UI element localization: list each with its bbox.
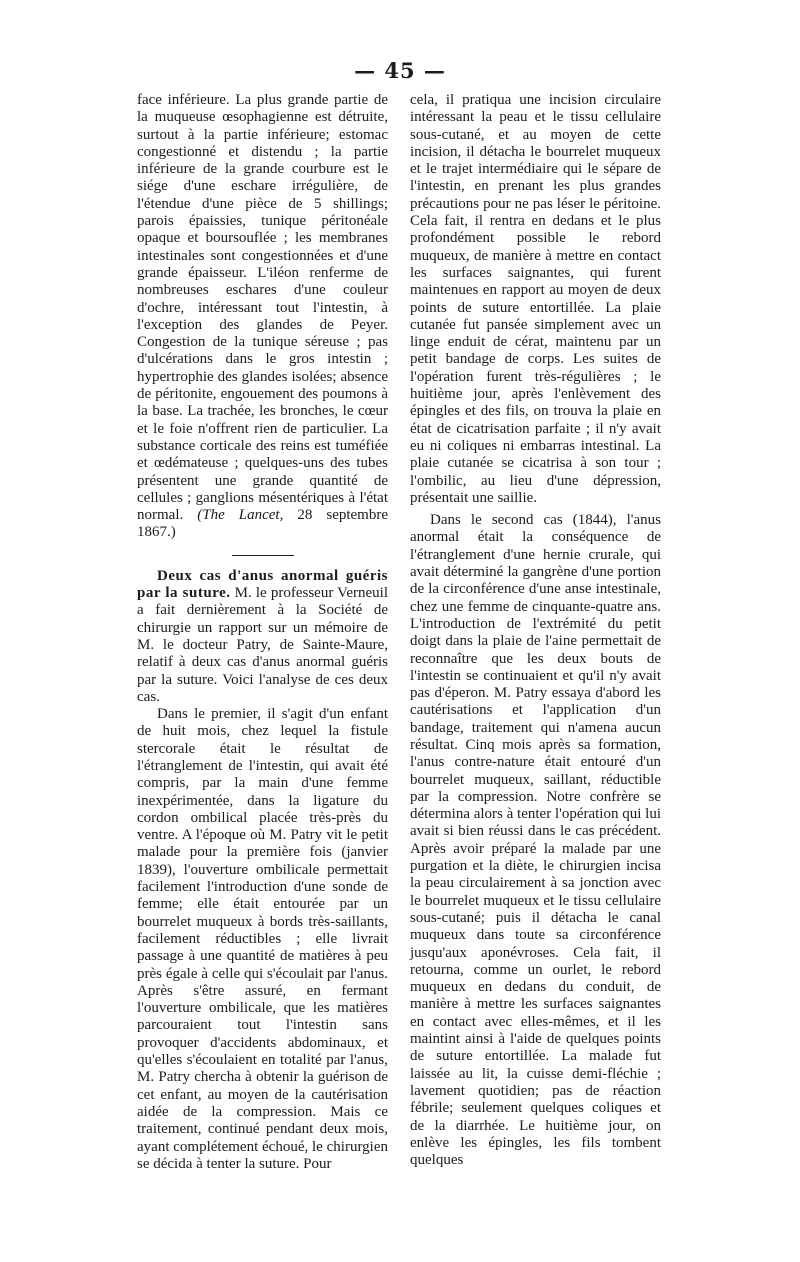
right-column (410, 92, 661, 1169)
section-intro-text: M. le professeur Verneuil a fait dernièrement à la Société de chirurgie un rapport sur un mémoire de M. le docteur Patry, de Sainte-Maure, relatif à deux cas d'anus anormal guéris par la suture. Voici l'analyse de ces deux cas. (137, 585, 388, 705)
section-title: Deux cas d'anus anormal guéris par la suture. (137, 567, 388, 602)
left-column (137, 92, 388, 1173)
section-divider (232, 555, 294, 556)
page-number-header: — 45 — (354, 58, 446, 83)
right-paragraph-1: cela, il pratiqua une incision circulaire intéressant la peau et le tissu cellulaire sous-cutané, et au moyen de cette incision, il détacha le bourrelet muqueux et le trajet intermédiaire qui le sépare de l'intestin, en prenant les plus grandes précautions pour ne pas léser le péritoine. Cela fait, il rentra en dedans et le plus profondément possible le rebord muqueux, de manière à mettre en contact les surfaces saignantes, qui furent maintenues en rapport au moyen de deux points de suture entortillée. La plaie cutanée fut pansée simplement avec un linge enduit de cérat, maintenu par un petit bandage de corps. Les suites de l'opération furent très-régulières ; le huitième jour, après l'enlèvement des épingles et des fils, on trouva la plaie en état de cicatrisation parfaite ; il n'y avait eu ni coliques ni embarras intestinal. La plaie cutanée se cicatrisa à son tour ; l'ombilic, au lieu d'une dépression, présentait une saillie. (410, 92, 661, 506)
citation-journal: (The Lancet, (197, 507, 284, 524)
left-paragraph-1 (137, 92, 388, 542)
autopsy-text: face inférieure. La plus grande partie de la muqueuse œsophagienne est détruite, surtout à la partie inférieure; estomac congestionné et distendu ; la partie inférieure de la grande courbure est le siége d'une eschare irrégulière, de l'étendue d'une pièce de 5 shillings; parois épaissies, tunique péritonéale opaque et boursouflée ; les membranes intestinales sont congestionnées et d'une grande épaisseur. L'iléon renferme de nombreuses eschares d'une couleur d'ochre, intéressant tout l'intestin, à l'exception des glandes de Peyer. Congestion de la tunique séreuse ; pas d'ulcérations dans le gros intestin ; hypertrophie des glandes isolées; absence de péritonite, engouement des poumons à la base. La trachée, les bronches, le cœur et le foie n'offrent rien de particulier. La substance corticale des reins est tuméfiée et œdémateuse ; quelques-uns des tubes présentent une grande quantité de cellules ; ganglions mésentériques à l'état normal. (137, 92, 388, 524)
left-paragraph-3: Dans le premier, il s'agit d'un enfant de huit mois, chez lequel la fistule stercorale était le résultat de l'étranglement de l'intestin, qui avait été compris, par la main d'une femme inexpérimentée, dans la ligature du cordon ombilical placée très-près du ventre. A l'époque où M. Patry vit le petit malade pour la première fois (janvier 1839), l'ouverture ombilicale permettait facilement l'introduction d'une sonde de femme; elle était entourée par un bourrelet muqueux à bords très-saillants, facilement réductibles ; elle livrait passage à une quantité de matières à peu près égale à celle qui s'écoulait par l'anus. Après s'être assuré, en fermant l'ouverture ombilicale, que les matières parcouraient tout l'intestin sans provoquer d'accidents abdominaux, et qu'elles s'écoulaient en totalité par l'anus, M. Patry chercha à obtenir la guérison de cet enfant, au moyen de la cautérisation aidée de la compression. Mais ce traitement, continué pendant deux mois, ayant complétement échoué, le chirurgien se décida à tenter la suture. Pour (137, 706, 388, 1172)
left-paragraph-2 (137, 568, 388, 706)
citation-date: 28 septembre 1867.) (137, 507, 388, 541)
right-paragraph-2: Dans le second cas (1844), l'anus anormal était la conséquence de l'étranglement d'une hernie crurale, qui avait déterminé la gangrène d'une portion de la circonférence d'une anse intestinale, chez une femme de cinquante-quatre ans. L'introduction de l'extrémité du petit doigt dans la plaie de l'aine permettait de reconnaître que les deux bouts de l'intestin se continuaient et qu'il n'y avait pas d'éperon. M. Patry essaya d'abord les cautérisations et l'application d'un bandage, traitement qui n'amena aucun résultat. Cinq mois après sa formation, l'anus contre-nature était entouré d'un bourrelet muqueux, saillant, réductible par la compression. Notre confrère se détermina alors à tenter l'opération qui lui avait si bien réussi dans le cas précédent. Après avoir préparé la malade par une purgation et la diète, le chirurgien incisa la peau circulairement à sa jonction avec le bourrelet muqueux et le tissu cellulaire sous-cutané; puis il détacha le canal muqueux dans toute sa circonférence jusqu'aux aponévroses. Cela fait, il retourna, comme un ourlet, le rebord muqueux en dedans du conduit, de manière à mettre les surfaces saignantes en contact avec elles-mêmes, et il les maintint ainsi à l'aide de quelques points de suture entortillée. La malade fut laissée au lit, la cuisse demi-fléchie ; lavement quotidien; pas de réaction fébrile; seulement quelques coliques et de la diarrhée. Le huitième jour, on enlève les épingles, les fils tombent quelques (410, 512, 661, 1169)
